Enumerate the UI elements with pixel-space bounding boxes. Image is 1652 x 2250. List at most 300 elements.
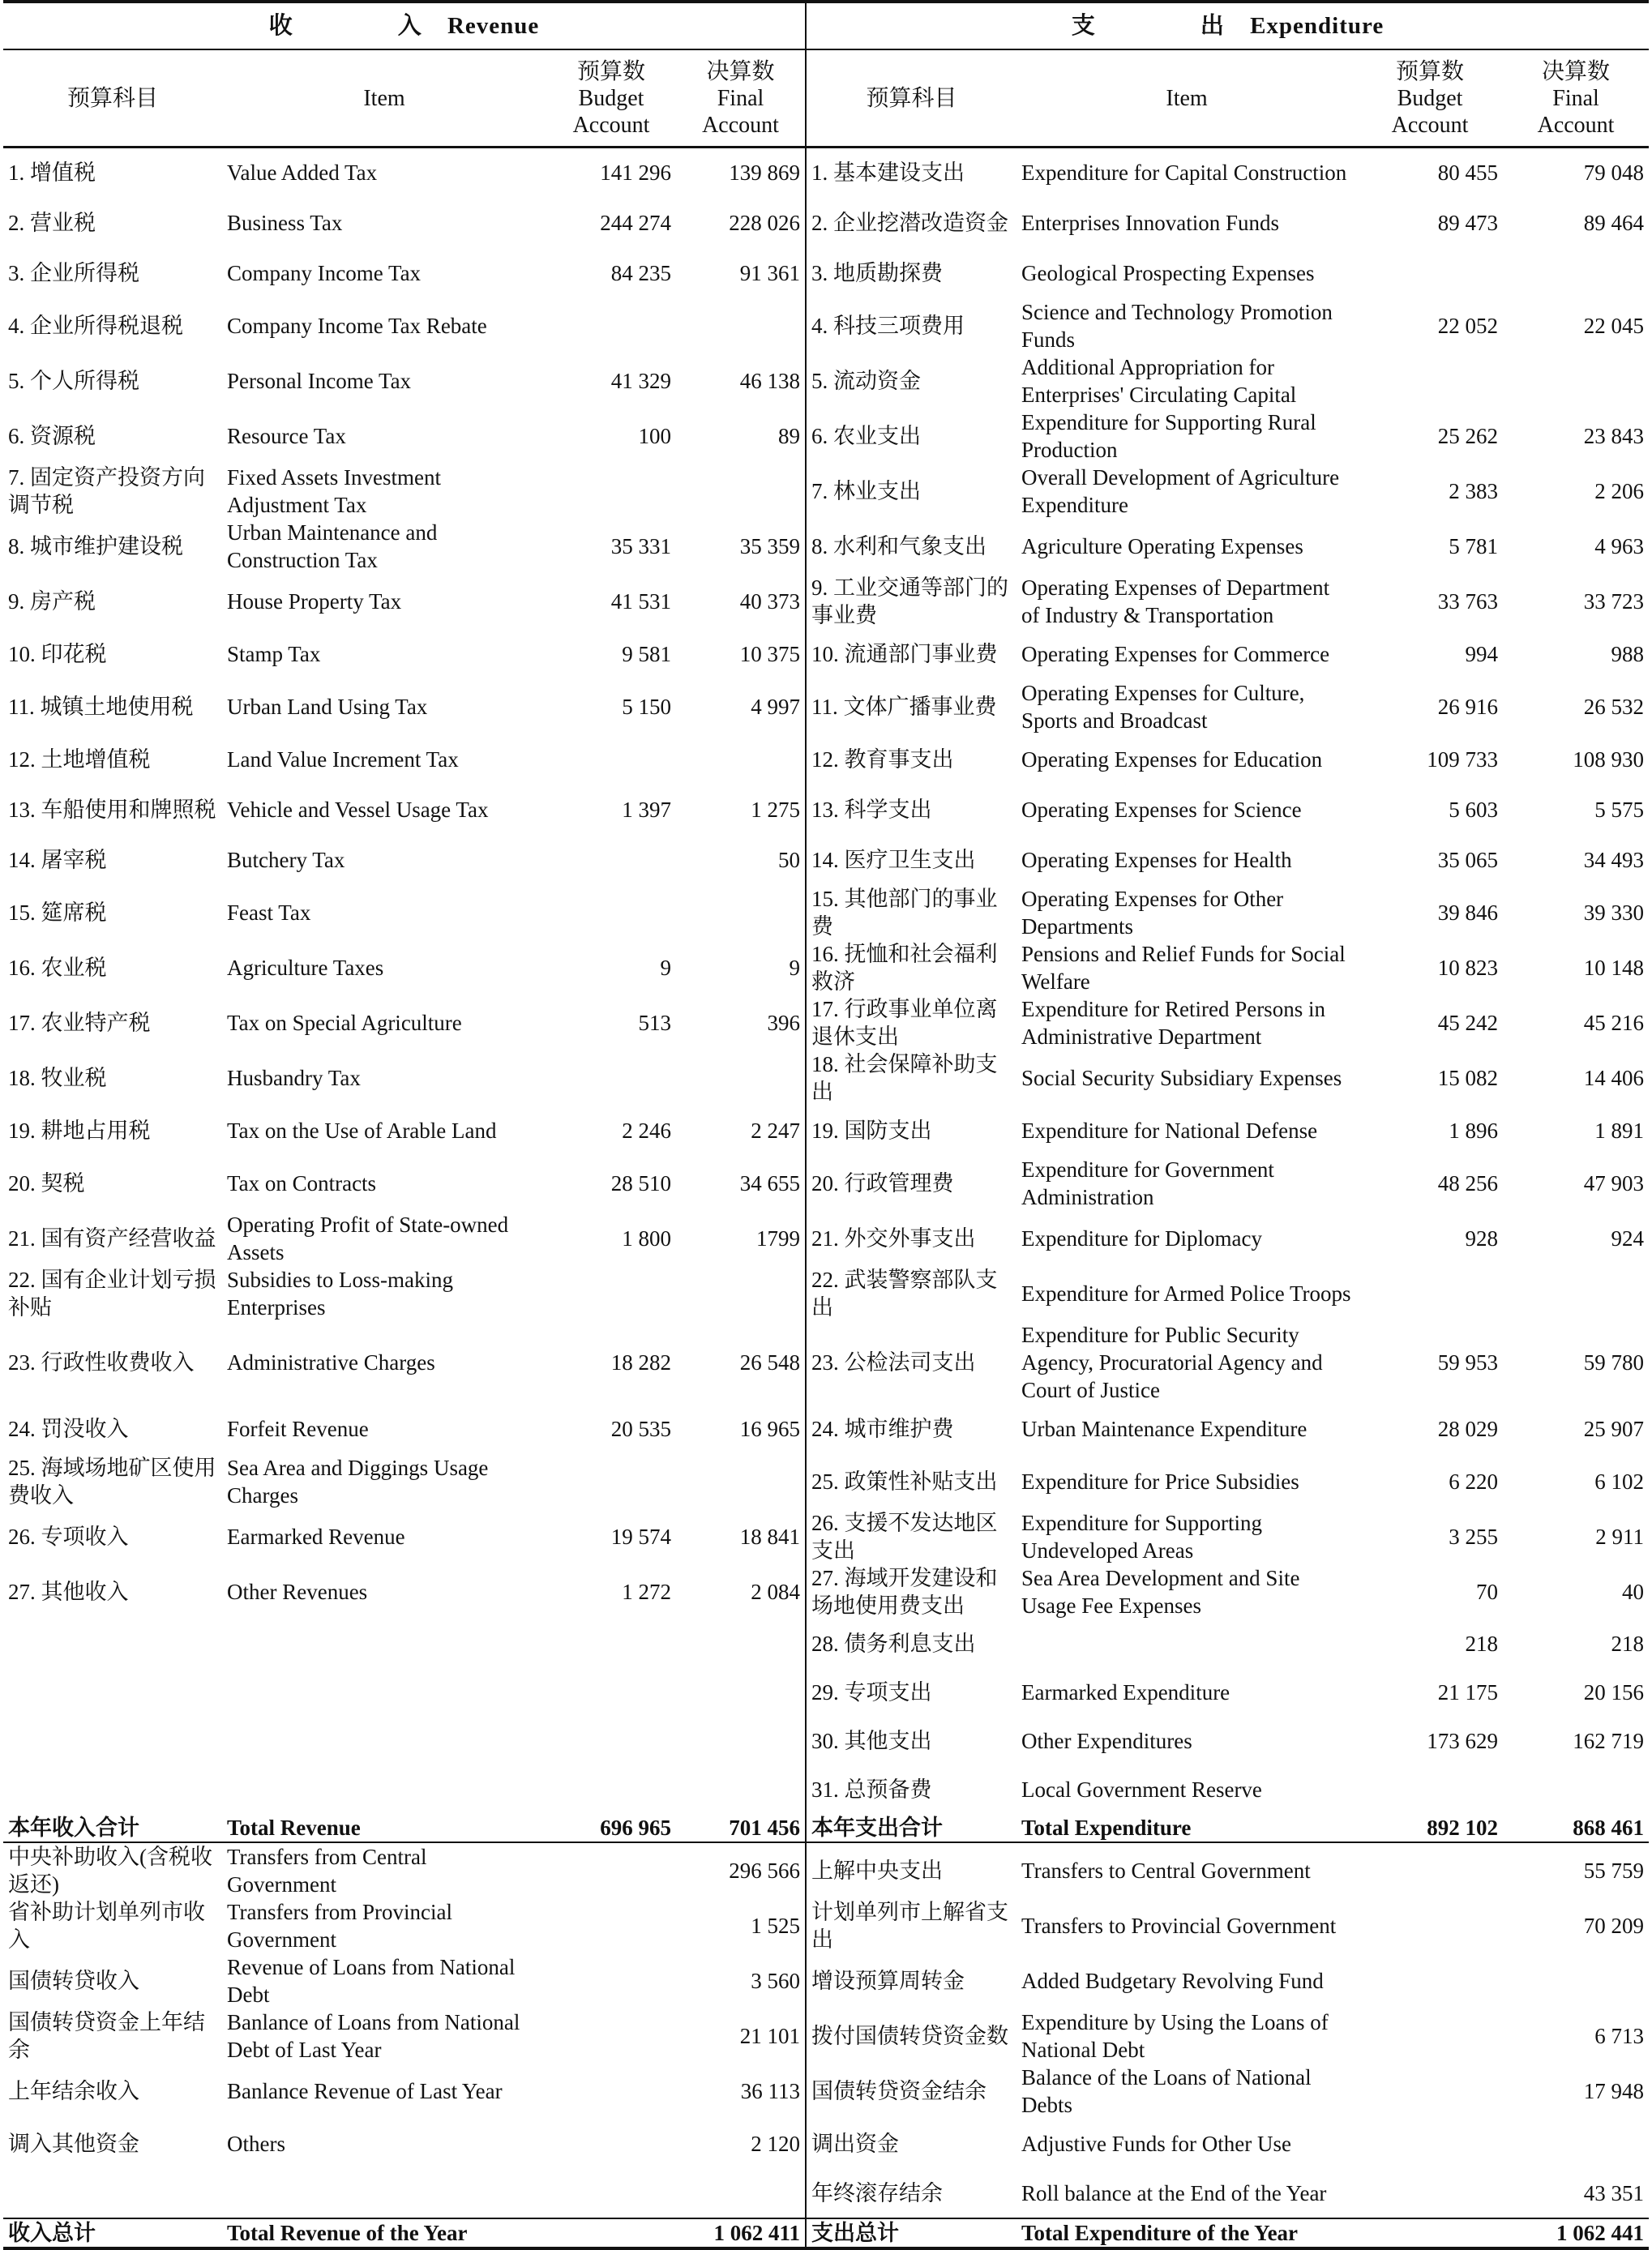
transfer-out-item: Roll balance at the End of the Year	[1021, 2180, 1327, 2205]
expenditure-category: 9. 工业交通等部门的事业费	[806, 574, 1016, 629]
totals-row	[3, 1814, 1649, 1842]
expenditure-category: 3. 地质勘探费	[806, 248, 1016, 298]
revenue-budget-value: 9 581	[622, 641, 671, 666]
expenditure-item: Operating Expenses for Other Departments	[1021, 886, 1284, 939]
expenditure-category: 15. 其他部门的事业费	[806, 885, 1016, 940]
expenditure-item: Expenditure for Diplomacy	[1021, 1226, 1262, 1251]
revenue-budget-value	[546, 298, 676, 353]
revenue-category: 17. 农业特产税	[8, 1010, 151, 1035]
revenue-budget-value	[546, 734, 676, 785]
transfer-out-category: 年终滚存结余	[806, 2169, 1016, 2218]
revenue-item: Forfeit Revenue	[227, 1416, 369, 1441]
expenditure-final-value: 20 156	[1583, 1679, 1645, 1705]
revenue-category: 25. 海域场地矿区使用费收入	[8, 1455, 216, 1508]
revenue-item: Value Added Tax	[227, 160, 378, 186]
revenue-item: Tax on Contracts	[227, 1170, 377, 1196]
total-expenditure-final: 868 461	[1503, 1814, 1649, 1842]
revenue-budget-value: 18 282	[610, 1350, 671, 1375]
revenue-category: 3. 企业所得税	[8, 260, 139, 285]
transfer-out-category: 国债转贷资金结余	[806, 2064, 1016, 2119]
expenditure-budget-value: 5 603	[1449, 797, 1499, 822]
expenditure-item: Agriculture Operating Expenses	[1021, 533, 1303, 558]
expenditure-budget-value: 45 242	[1437, 1010, 1499, 1035]
expenditure-item: Sea Area Development and Site Usage Fee Expenses	[1021, 1565, 1300, 1618]
revenue-item: Fixed Assets Investment Adjustment Tax	[227, 464, 441, 517]
total-revenue-budget: 696 965	[546, 1814, 676, 1842]
expenditure-final-value	[1503, 1266, 1649, 1321]
budget-header-cn: 预算数	[576, 58, 645, 84]
expenditure-budget-value: 59 953	[1437, 1350, 1499, 1375]
expenditure-budget-value: 48 256	[1437, 1170, 1499, 1196]
revenue-category: 1. 增值税	[8, 160, 96, 186]
expenditure-item: Operating Expenses for Health	[1021, 847, 1292, 872]
revenue-budget-value	[546, 1717, 676, 1765]
expenditure-category: 29. 专项支出	[806, 1668, 1016, 1717]
expenditure-budget-value: 21 175	[1437, 1679, 1499, 1705]
transfer-out-item: Transfers to Provincial Government	[1021, 1913, 1337, 1938]
table-row	[3, 1106, 1649, 1156]
expenditure-category: 16. 抚恤和社会福利救济	[806, 940, 1016, 995]
expenditure-category: 13. 科学支出	[806, 785, 1016, 835]
revenue-item: Urban Maintenance and Construction Tax	[227, 520, 438, 572]
expenditure-category: 18. 社会保障补助支出	[806, 1050, 1016, 1106]
revenue-final-value: 26 548	[739, 1350, 801, 1375]
transfer-out-final-value: 6 713	[1594, 2023, 1645, 2048]
revenue-category: 8. 城市维护建设税	[8, 533, 183, 558]
transfer-in-budget-empty	[546, 1898, 676, 1953]
expenditure-final-value: 79 048	[1583, 160, 1645, 186]
transfer-out-final-value	[1503, 2119, 1649, 2169]
revenue-budget-value	[546, 1668, 676, 1717]
expenditure-budget-value: 994	[1465, 641, 1499, 666]
expenditure-final-value: 39 330	[1583, 900, 1645, 925]
revenue-budget-value	[546, 1619, 676, 1668]
expenditure-final-value: 47 903	[1583, 1170, 1645, 1196]
revenue-budget-value: 84 235	[610, 260, 671, 285]
table-row	[3, 409, 1649, 464]
expenditure-budget-value: 35 065	[1437, 847, 1499, 872]
transfer-in-budget-empty	[546, 2169, 676, 2218]
transfer-out-budget-empty	[1357, 2008, 1503, 2064]
revenue-item: Earmarked Revenue	[227, 1524, 405, 1549]
expenditure-final-value: 6 102	[1594, 1469, 1645, 1494]
exp-name-header: 预算科目	[806, 49, 1016, 148]
expenditure-title-cn: 支 出	[1071, 13, 1243, 39]
budget-header-en1: Budget	[578, 85, 644, 111]
expenditure-item: Other Expenditures	[1021, 1728, 1192, 1753]
revenue-item: Vehicle and Vessel Usage Tax	[227, 797, 489, 822]
expenditure-title-en: Expenditure	[1250, 13, 1385, 39]
revenue-item: Company Income Tax	[227, 260, 422, 285]
expenditure-final-value: 26 532	[1583, 694, 1645, 719]
expenditure-category: 11. 文体广播事业费	[806, 679, 1016, 734]
expenditure-category: 24. 城市维护费	[806, 1404, 1016, 1454]
rev-item-header: Item	[222, 49, 546, 148]
grand-total-section	[3, 2218, 1649, 2248]
table-row	[3, 785, 1649, 835]
revenue-final-value	[676, 298, 806, 353]
revenue-final-value	[676, 1765, 806, 1814]
final-header-en2: Account	[1537, 112, 1615, 138]
expenditure-category: 5. 流动资金	[806, 353, 1016, 409]
revenue-final-value	[676, 1266, 806, 1321]
transfer-in-category: 省补助计划单列市收入	[8, 1899, 205, 1952]
expenditure-final-value	[1503, 353, 1649, 409]
total-expenditure-label-en: Total Expenditure	[1016, 1814, 1357, 1842]
revenue-item: Business Tax	[227, 210, 343, 235]
expenditure-final-value: 108 930	[1573, 746, 1645, 772]
revenue-final-value: 228 026	[729, 210, 801, 235]
transfer-out-category: 拨付国债转贷资金数	[806, 2008, 1016, 2064]
expenditure-budget-value: 1 896	[1449, 1118, 1499, 1143]
transfer-out-budget-empty	[1357, 2169, 1503, 2218]
expenditure-final-value: 2 911	[1595, 1524, 1645, 1549]
revenue-final-value: 89	[778, 423, 801, 448]
revenue-category	[3, 1668, 222, 1717]
expenditure-final-value: 25 907	[1583, 1416, 1645, 1441]
transfer-in-item: Transfers from Provincial Government	[227, 1899, 452, 1952]
revenue-category: 10. 印花税	[8, 641, 107, 666]
table-row	[3, 629, 1649, 679]
transfer-out-item: Adjustive Funds for Other Use	[1021, 2131, 1291, 2156]
transfer-items	[3, 1842, 1649, 2218]
expenditure-final-value: 22 045	[1583, 313, 1645, 338]
expenditure-category: 4. 科技三项费用	[806, 298, 1016, 353]
transfer-out-budget-empty	[1357, 1953, 1503, 2008]
expenditure-category: 10. 流通部门事业费	[806, 629, 1016, 679]
expenditure-final-value	[1503, 1765, 1649, 1814]
expenditure-item: Expenditure for National Defense	[1021, 1118, 1318, 1143]
expenditure-final-value: 89 464	[1583, 210, 1645, 235]
transfer-in-category: 国债转贷收入	[8, 1968, 139, 1993]
transfer-row	[3, 2064, 1649, 2119]
expenditure-item: Geological Prospecting Expenses	[1021, 260, 1315, 285]
transfer-row	[3, 1953, 1649, 2008]
revenue-item: Sea Area and Diggings Usage Charges	[227, 1455, 489, 1508]
table-row	[3, 1765, 1649, 1814]
revenue-final-value: 10 375	[739, 641, 801, 666]
transfer-in-item: Banlance Revenue of Last Year	[227, 2078, 503, 2103]
revenue-final-value: 1 275	[751, 797, 801, 822]
revenue-item	[222, 1765, 546, 1814]
revenue-final-value: 34 655	[739, 1170, 801, 1196]
revenue-section-title	[3, 2, 806, 49]
table-row	[3, 298, 1649, 353]
budget-header-en2: Account	[572, 112, 650, 138]
expenditure-final-value: 10 148	[1583, 955, 1645, 980]
revenue-final-value: 2 247	[751, 1118, 801, 1143]
transfer-in-final-value: 1 525	[751, 1913, 801, 1938]
expenditure-final-value: 33 723	[1583, 588, 1645, 614]
revenue-item: House Property Tax	[227, 588, 402, 614]
table-row	[3, 835, 1649, 885]
revenue-final-value	[676, 1619, 806, 1668]
section-header-row	[3, 2, 1649, 49]
total-expenditure-label-cn: 本年支出合计	[806, 1814, 1016, 1842]
revenue-budget-value: 41 531	[610, 588, 671, 614]
revenue-category	[3, 1765, 222, 1814]
budget-document	[3, 0, 1649, 2250]
expenditure-category: 12. 教育事支出	[806, 734, 1016, 785]
expenditure-item: Urban Maintenance Expenditure	[1021, 1416, 1307, 1441]
table-row	[3, 198, 1649, 248]
expenditure-budget-value: 109 733	[1427, 746, 1499, 772]
transfer-in-category: 中央补助收入(含税收返还)	[8, 1844, 212, 1897]
expenditure-category: 20. 行政管理费	[806, 1156, 1016, 1211]
expenditure-final-value: 45 216	[1583, 1010, 1645, 1035]
expenditure-budget-value: 10 823	[1437, 955, 1499, 980]
expenditure-item: Expenditure for Price Subsidies	[1021, 1469, 1299, 1494]
revenue-title-cn: 收 入	[268, 13, 441, 39]
table-row	[3, 519, 1649, 574]
revenue-final-value	[676, 734, 806, 785]
total-expenditure-budget: 892 102	[1357, 1814, 1503, 1842]
revenue-category: 2. 营业税	[8, 210, 96, 235]
transfer-in-item: Banlance of Loans from National Debt of Last Year	[227, 2009, 520, 2062]
expenditure-budget-value	[1357, 1266, 1503, 1321]
revenue-category: 24. 罚没收入	[8, 1416, 129, 1441]
table-row	[3, 679, 1649, 734]
expenditure-budget-value: 22 052	[1437, 313, 1499, 338]
expenditure-final-value: 162 719	[1573, 1728, 1645, 1753]
revenue-final-value: 35 359	[739, 533, 801, 558]
expenditure-category: 14. 医疗卫生支出	[806, 835, 1016, 885]
revenue-final-value: 50	[778, 847, 801, 872]
revenue-budget-value	[546, 1050, 676, 1106]
transfer-out-final-value	[1503, 1953, 1649, 2008]
transfer-in-budget-empty	[546, 2064, 676, 2119]
revenue-final-value	[676, 1668, 806, 1717]
transfer-in-final-value: 3 560	[751, 1968, 801, 1993]
budget-header-cn: 预算数	[1396, 58, 1465, 84]
revenue-final-value: 9	[789, 955, 801, 980]
transfer-row	[3, 2169, 1649, 2218]
revenue-budget-value: 1 800	[622, 1226, 671, 1251]
transfer-out-category: 调出资金	[806, 2119, 1016, 2169]
expenditure-item: Overall Development of Agriculture Expenditure	[1021, 464, 1340, 517]
revenue-item: Company Income Tax Rebate	[227, 313, 487, 338]
table-row	[3, 1404, 1649, 1454]
revenue-final-value: 18 841	[739, 1524, 801, 1549]
expenditure-budget-value: 28 029	[1437, 1416, 1499, 1441]
transfer-out-final-value: 70 209	[1583, 1913, 1645, 1938]
expenditure-category: 19. 国防支出	[806, 1106, 1016, 1156]
expenditure-category: 27. 海域开发建设和场地使用费支出	[806, 1564, 1016, 1619]
column-header-row	[3, 49, 1649, 148]
revenue-category: 15. 筵席税	[8, 900, 107, 925]
budget-header-en1: Budget	[1397, 85, 1463, 111]
transfer-row	[3, 1842, 1649, 1898]
table-row	[3, 940, 1649, 995]
revenue-final-value	[676, 1717, 806, 1765]
revenue-category: 27. 其他收入	[8, 1579, 129, 1604]
expenditure-item: Operating Expenses for Culture, Sports and Broadcast	[1021, 680, 1305, 733]
revenue-budget-value: 1 272	[622, 1579, 671, 1604]
expenditure-final-value: 924	[1611, 1226, 1645, 1251]
expenditure-final-value: 23 843	[1583, 423, 1645, 448]
transfer-out-budget-empty	[1357, 2064, 1503, 2119]
table-row	[3, 885, 1649, 940]
final-header-en1: Final	[717, 85, 764, 111]
revenue-item: Personal Income Tax	[227, 368, 412, 393]
expenditure-item: Operating Expenses for Commerce	[1021, 641, 1330, 666]
transfer-out-final-value: 17 948	[1583, 2078, 1645, 2103]
expenditure-budget-value: 173 629	[1427, 1728, 1499, 1753]
transfer-out-budget-empty	[1357, 2119, 1503, 2169]
revenue-budget-value: 244 274	[600, 210, 671, 235]
expenditure-item: Additional Appropriation for Enterprises' Circulating Capital	[1021, 354, 1297, 407]
revenue-category: 11. 城镇土地使用税	[8, 694, 194, 719]
expenditure-budget-value: 928	[1465, 1226, 1499, 1251]
revenue-final-value: 46 138	[739, 368, 801, 393]
transfer-in-budget-empty	[546, 1842, 676, 1898]
grand-revenue-label-cn: 收入总计	[3, 2218, 222, 2248]
revenue-final-value: 16 965	[739, 1416, 801, 1441]
revenue-final-value: 40 373	[739, 588, 801, 614]
table-row	[3, 1321, 1649, 1404]
revenue-budget-value	[546, 464, 676, 519]
revenue-final-value: 139 869	[729, 160, 801, 186]
revenue-title-en: Revenue	[447, 13, 540, 39]
revenue-category: 18. 牧业税	[8, 1065, 107, 1090]
revenue-item	[222, 1717, 546, 1765]
transfer-row	[3, 2119, 1649, 2169]
revenue-final-value: 396	[767, 1010, 801, 1035]
transfer-in-category: 调入其他资金	[8, 2131, 139, 2156]
final-header-en1: Final	[1552, 85, 1599, 111]
expenditure-item: Enterprises Innovation Funds	[1021, 210, 1279, 235]
expenditure-category: 7. 林业支出	[806, 464, 1016, 519]
grand-expenditure-label-en: Total Expenditure of the Year	[1016, 2218, 1357, 2248]
revenue-final-value	[676, 885, 806, 940]
transfer-out-item: Balance of the Loans of National Debts	[1021, 2064, 1312, 2117]
exp-final-header	[1503, 49, 1649, 148]
transfer-in-item	[222, 2169, 546, 2218]
expenditure-item: Expenditure for Armed Police Troops	[1021, 1281, 1351, 1306]
table-row	[3, 574, 1649, 629]
final-header-cn: 决算数	[706, 58, 775, 84]
expenditure-final-value: 14 406	[1583, 1065, 1645, 1090]
expenditure-item: Expenditure for Government Administration	[1021, 1157, 1274, 1209]
revenue-budget-value: 1 397	[622, 797, 671, 822]
revenue-budget-value	[546, 885, 676, 940]
table-row	[3, 1509, 1649, 1564]
expenditure-budget-value: 25 262	[1437, 423, 1499, 448]
revenue-item: Husbandry Tax	[227, 1065, 361, 1090]
final-header-en2: Account	[702, 112, 779, 138]
expenditure-item: Science and Technology Promotion Funds	[1021, 299, 1333, 352]
expenditure-budget-value: 5 781	[1449, 533, 1499, 558]
expenditure-category: 23. 公检法司支出	[806, 1321, 1016, 1404]
expenditure-budget-value: 33 763	[1437, 588, 1499, 614]
revenue-item: Feast Tax	[227, 900, 311, 925]
expenditure-final-value: 5 575	[1594, 797, 1645, 822]
revenue-category: 19. 耕地占用税	[8, 1118, 151, 1143]
expenditure-category: 21. 外交外事支出	[806, 1211, 1016, 1266]
revenue-budget-value: 100	[638, 423, 671, 448]
revenue-item: Urban Land Using Tax	[227, 694, 428, 719]
grand-expenditure-budget-empty	[1357, 2218, 1503, 2248]
expenditure-item: Expenditure for Public Security Agency, Procuratorial Agency and Court of Justice	[1021, 1322, 1323, 1402]
revenue-budget-value: 35 331	[610, 533, 671, 558]
revenue-category: 13. 车船使用和牌照税	[8, 797, 216, 822]
rev-budget-header	[546, 49, 676, 148]
revenue-final-value: 1799	[756, 1226, 801, 1251]
revenue-category: 23. 行政性收费收入	[8, 1350, 195, 1375]
expenditure-budget-value	[1357, 248, 1503, 298]
expenditure-item: Pensions and Relief Funds for Social Welfare	[1021, 941, 1346, 994]
revenue-item: Tax on the Use of Arable Land	[227, 1118, 497, 1143]
revenue-category: 22. 国有企业计划亏损补贴	[8, 1267, 216, 1320]
transfer-out-category: 增设预算周转金	[806, 1953, 1016, 2008]
revenue-category: 14. 屠宰税	[8, 847, 107, 872]
expenditure-category: 22. 武装警察部队支出	[806, 1266, 1016, 1321]
revenue-item: Operating Profit of State-owned Assets	[227, 1212, 509, 1264]
expenditure-item: Expenditure for Supporting Undeveloped Areas	[1021, 1510, 1262, 1563]
revenue-item: Subsidies to Loss-making Enterprises	[227, 1267, 454, 1320]
expenditure-item	[1016, 1619, 1357, 1668]
expenditure-category: 25. 政策性补贴支出	[806, 1454, 1016, 1509]
revenue-final-value: 2 084	[751, 1579, 801, 1604]
transfer-out-final-value: 43 351	[1583, 2180, 1645, 2205]
expenditure-budget-value: 3 255	[1449, 1524, 1499, 1549]
expenditure-final-value: 4 963	[1594, 533, 1645, 558]
revenue-budget-value: 28 510	[610, 1170, 671, 1196]
revenue-final-value: 4 997	[751, 694, 801, 719]
budget-items	[3, 148, 1649, 1814]
transfer-in-final-value: 21 101	[739, 2023, 801, 2048]
revenue-budget-value: 9	[660, 955, 671, 980]
expenditure-category: 31. 总预备费	[806, 1765, 1016, 1814]
budget-header-en2: Account	[1391, 112, 1469, 138]
revenue-item: Stamp Tax	[227, 641, 321, 666]
expenditure-category: 28. 债务利息支出	[806, 1619, 1016, 1668]
revenue-budget-value	[546, 835, 676, 885]
table-row	[3, 1454, 1649, 1509]
expenditure-category: 26. 支援不发达地区支出	[806, 1509, 1016, 1564]
transfer-in-final-value: 296 566	[729, 1858, 801, 1883]
expenditure-budget-value: 70	[1476, 1579, 1499, 1604]
revenue-category: 20. 契税	[8, 1170, 85, 1196]
transfer-in-final-value	[676, 2169, 806, 2218]
revenue-budget-value	[546, 1765, 676, 1814]
table-row	[3, 1156, 1649, 1211]
revenue-category: 7. 固定资产投资方向调节税	[8, 464, 205, 517]
table-row	[3, 148, 1649, 198]
grand-revenue-final: 1 062 411	[676, 2218, 806, 2248]
total-revenue-label-en: Total Revenue	[222, 1814, 546, 1842]
expenditure-final-value: 34 493	[1583, 847, 1645, 872]
revenue-final-value: 91 361	[739, 260, 801, 285]
revenue-budget-value: 513	[638, 1010, 671, 1035]
total-revenue-label-cn: 本年收入合计	[3, 1814, 222, 1842]
budget-table	[3, 0, 1649, 2250]
revenue-category: 26. 专项收入	[8, 1524, 129, 1549]
grand-total-row	[3, 2218, 1649, 2248]
revenue-item: Tax on Special Agriculture	[227, 1010, 462, 1035]
expenditure-category: 2. 企业挖潜改造资金	[806, 198, 1016, 248]
transfer-row	[3, 2008, 1649, 2064]
revenue-final-value	[676, 1454, 806, 1509]
transfer-out-final-value: 55 759	[1583, 1858, 1645, 1883]
revenue-budget-value	[546, 1454, 676, 1509]
expenditure-final-value: 218	[1611, 1631, 1645, 1656]
revenue-category: 5. 个人所得税	[8, 368, 139, 393]
exp-budget-header	[1357, 49, 1503, 148]
final-header-cn: 决算数	[1542, 58, 1611, 84]
expenditure-budget-value: 26 916	[1437, 694, 1499, 719]
rev-final-header	[676, 49, 806, 148]
